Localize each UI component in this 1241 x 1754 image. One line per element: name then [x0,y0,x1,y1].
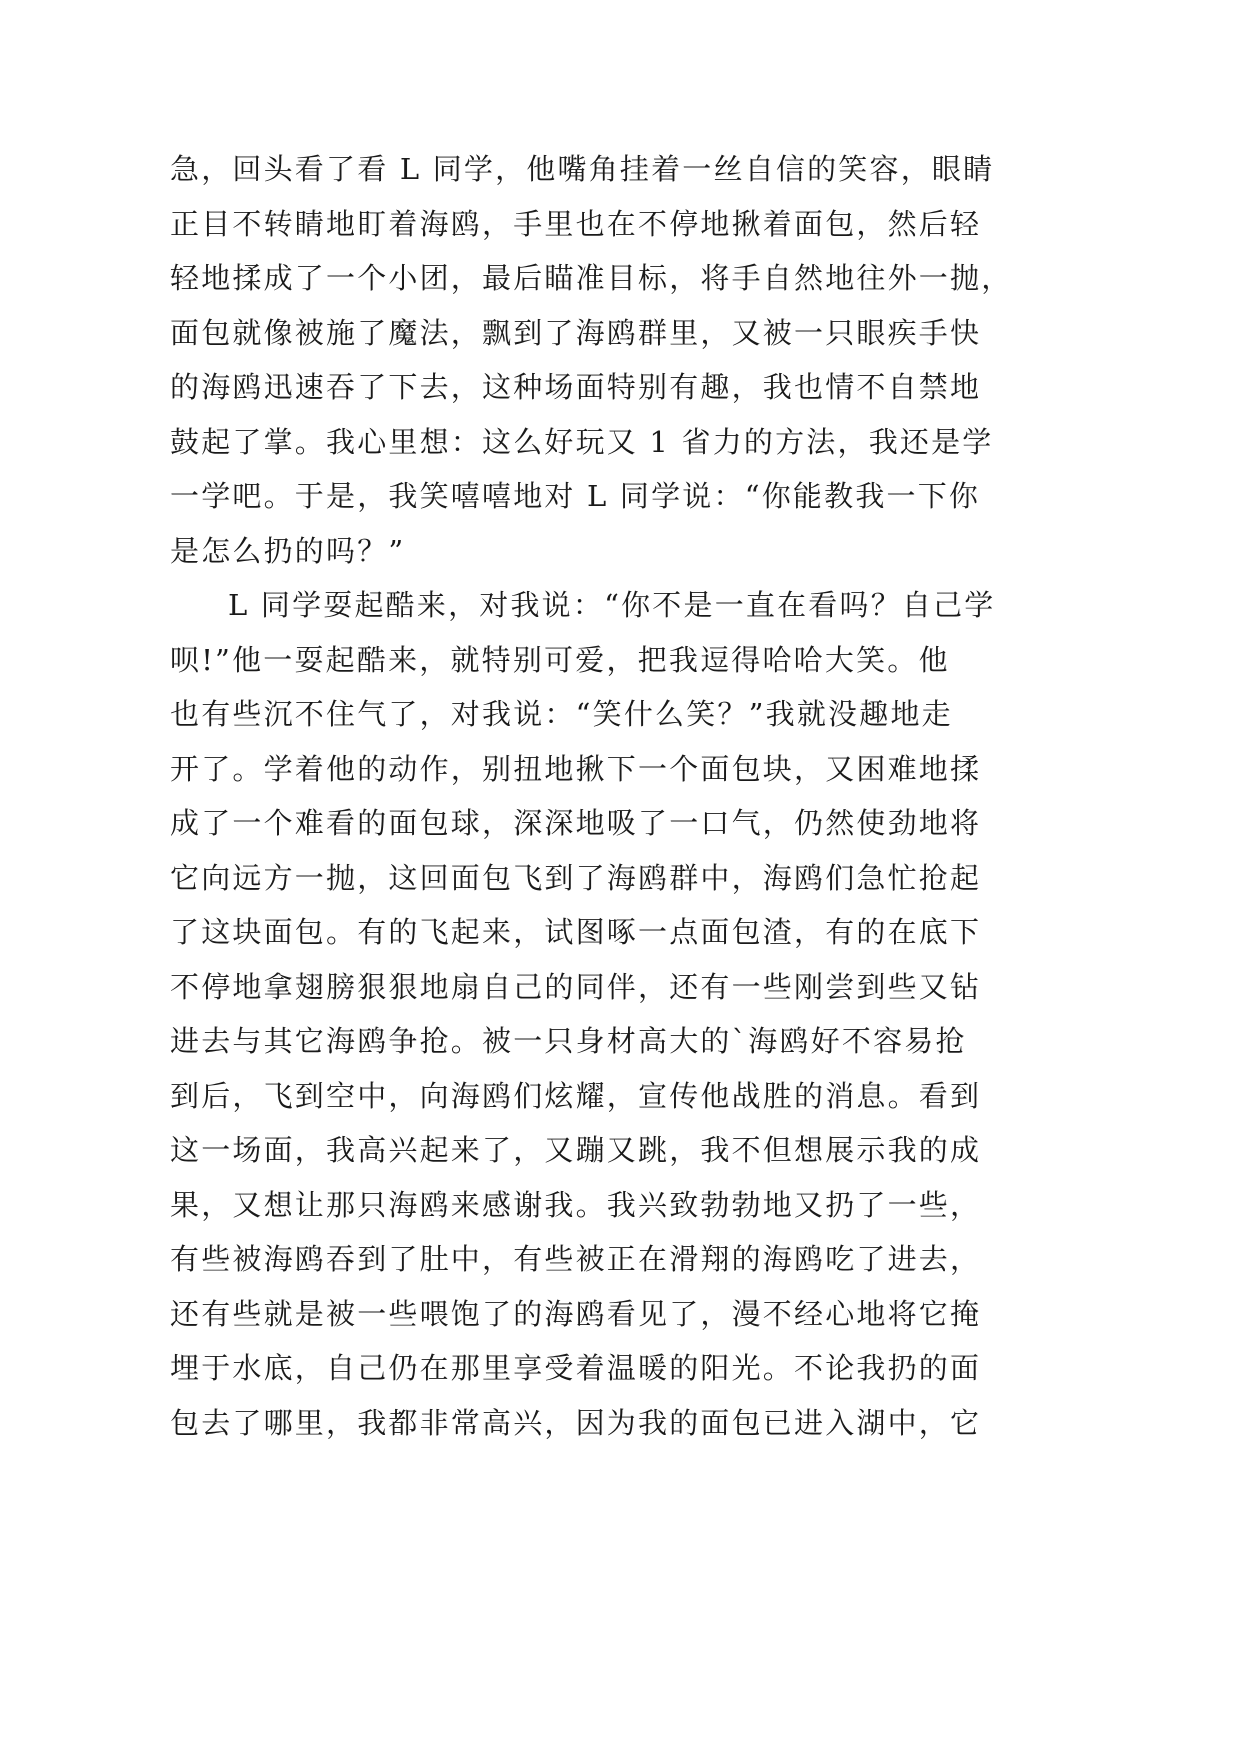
text-line: 进去与其它海鸥争抢。被一只身材高大的`海鸥好不容易抢 [170,1024,967,1058]
text-line: 它向远方一抛，这回面包飞到了海鸥群中，海鸥们急忙抢起 [170,860,982,895]
text-line: 了这块面包。有的飞起来，试图啄一点面包渣，有的在底下 [170,915,982,949]
text-line: 是怎么扔的吗？” [170,533,406,568]
paragraph-first-line: L 同学耍起酷来，对我说：“你不是一直在看吗？自己学 [228,588,996,622]
text-line: 面包就像被施了魔法，飘到了海鸥群里，又被一只眼疾手快 [170,315,982,350]
text-line: 轻地揉成了一个小团，最后瞄准目标，将手自然地往外一抛， [170,261,1013,295]
text-line: 这一场面，我高兴起来了，又蹦又跳，我不但想展示我的成 [170,1133,982,1167]
text-line: 急，回头看了看 L 同学，他嘴角挂着一丝自信的笑容，眼睛 [170,152,995,186]
text-line: 有些被海鸥吞到了肚中，有些被正在滑翔的海鸥吃了进去， [170,1242,982,1276]
text-line: 呗!”他一耍起酷来，就特别可爱，把我逗得哈哈大笑。他 [170,642,950,677]
text-line: 果，又想让那只海鸥来感谢我。我兴致勃勃地又扔了一些， [170,1187,982,1222]
text-line: 还有些就是被一些喂饱了的海鸥看见了，漫不经心地将它掩 [170,1296,982,1331]
text-line: 埋于水底，自己仍在那里享受着温暖的阳光。不论我扔的面 [170,1351,982,1385]
text-line: 开了。学着他的动作，别扭地揪下一个面包块，又困难地揉 [170,751,982,786]
text-line: 成了一个难看的面包球，深深地吸了一口气，仍然使劲地将 [170,806,982,840]
text-line: 正目不转睛地盯着海鸥，手里也在不停地揪着面包，然后轻 [170,206,982,241]
text-line: 的海鸥迅速吞了下去，这种场面特别有趣，我也情不自禁地 [170,370,982,404]
text-line: 鼓起了掌。我心里想：这么好玩又 1 省力的方法，我还是学 [170,424,994,459]
text-line: 一学吧。于是，我笑嘻嘻地对 L 同学说：“你能教我一下你 [170,479,981,513]
text-line: 包去了哪里，我都非常高兴，因为我的面包已进入湖中，它 [170,1405,982,1440]
text-line: 也有些沉不住气了，对我说：“笑什么笑？”我就没趣地走 [170,697,953,731]
body-text [170,142,1013,1450]
text-line: 不停地拿翅膀狠狠地扇自己的同伴，还有一些刚尝到些又钻 [170,969,982,1004]
text-line: 到后，飞到空中，向海鸥们炫耀，宣传他战胜的消息。看到 [170,1078,982,1113]
